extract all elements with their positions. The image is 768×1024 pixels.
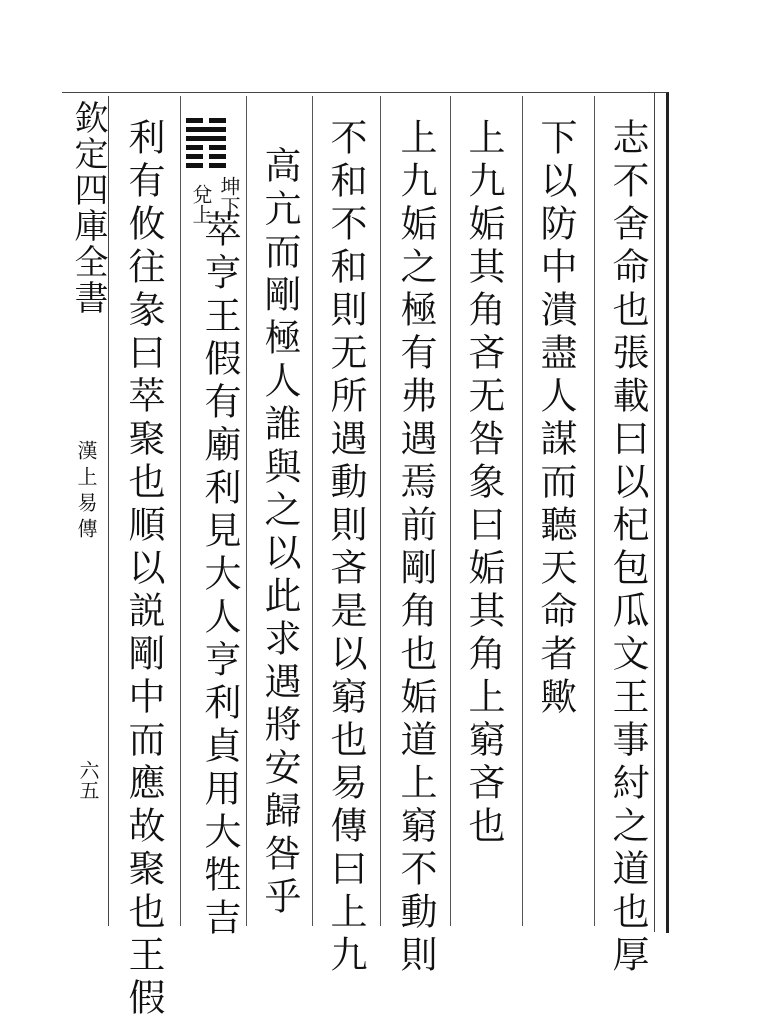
column-rule — [312, 96, 313, 926]
trigram-upper-label: 兌上 — [189, 184, 213, 224]
column-rule — [522, 96, 523, 926]
text-column-4: 上九姤之極有弗遇焉前剛角也姤道上窮不動則 — [394, 118, 437, 978]
text-column-6: 高亢而剛極人誰與之以此求遇將安歸咎乎 — [258, 146, 301, 920]
text-column-3: 上九姤其角吝无咎象曰姤其角上窮吝也 — [462, 118, 505, 849]
hexagram-line — [186, 163, 226, 168]
text-column-7: 萃亨王假有廟利見大人亨利貞用大牲吉 — [198, 210, 241, 941]
column-rule — [594, 96, 595, 926]
column-rule — [450, 96, 451, 926]
margin-work-title: 漢上易傳 — [74, 440, 98, 544]
column-rule — [246, 96, 247, 926]
column-rule — [380, 96, 381, 926]
hexagram-line — [186, 127, 226, 132]
margin-book-title: 欽定四庫全書 — [68, 100, 108, 316]
text-column-8: 利有攸往彖曰萃聚也順以説剛中而應故聚也王假 — [122, 118, 165, 1021]
hexagram-line — [186, 154, 226, 159]
hexagram-line — [186, 136, 226, 141]
text-column-2: 下以防中潰盡人謀而聽天命者歟 — [534, 118, 577, 720]
margin-page-number: 六五 — [76, 760, 100, 800]
column-rule — [180, 96, 181, 926]
trigram-lower-label: 坤下 — [217, 176, 241, 216]
text-column-1: 志不舍命也張載曰以杞包瓜文王事紂之道也厚 — [606, 118, 649, 978]
hexagram-line — [186, 145, 226, 150]
frame-inner-rule — [654, 92, 655, 932]
text-column-5: 不和不和則无所遇動則吝是以窮也易傳曰上九 — [324, 118, 367, 978]
hexagram-line — [186, 118, 226, 123]
hexagram-symbol — [186, 118, 226, 172]
